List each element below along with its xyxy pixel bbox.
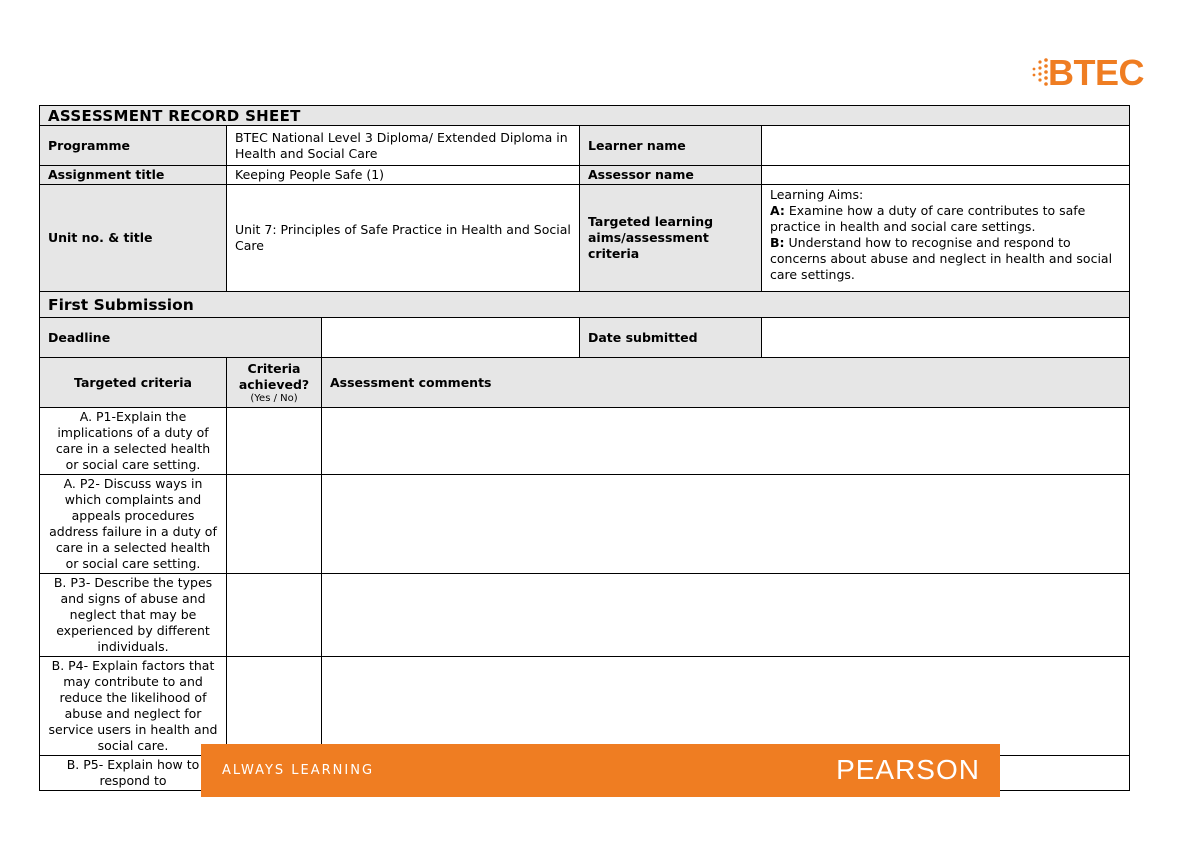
- table-row: [40, 657, 1130, 756]
- criteria-text: A. P2- Discuss ways in which complaints and appeals procedures address failure in a duty of care in a selected health or social care setting.: [40, 475, 227, 574]
- first-submission-heading: First Submission: [40, 292, 1130, 318]
- assessment-comments-field[interactable]: [322, 574, 1130, 657]
- learner-name-label: Learner name: [580, 126, 762, 166]
- aim-a-text: Examine how a duty of care contributes to safe practice in health and social care settings.: [770, 203, 1086, 234]
- deadline-field[interactable]: [322, 318, 580, 358]
- criteria-achieved-field[interactable]: [227, 574, 322, 657]
- pearson-footer-banner: [201, 744, 1000, 797]
- assessment-comments-field[interactable]: [322, 657, 1130, 756]
- deadline-label: Deadline: [40, 318, 322, 358]
- assessment-comments-field[interactable]: [322, 408, 1130, 475]
- table-row: [40, 408, 1130, 475]
- col-criteria-achieved: [227, 358, 322, 408]
- assessor-name-label: Assessor name: [580, 166, 762, 185]
- col-targeted-criteria: Targeted criteria: [40, 358, 227, 408]
- aim-a-key: A:: [770, 203, 785, 218]
- learning-aims-cell: [762, 185, 1130, 292]
- footer-tagline: ALWAYS LEARNING: [222, 763, 375, 778]
- targeted-learning-label: Targeted learning aims/assessment criteria: [580, 185, 762, 292]
- assessment-comments-field[interactable]: [322, 475, 1130, 574]
- learner-name-field[interactable]: [762, 126, 1130, 166]
- btec-logo-text: BTEC: [1048, 52, 1144, 93]
- col-criteria-achieved-label: Criteria achieved?: [238, 360, 310, 392]
- unit-label: Unit no. & title: [40, 185, 227, 292]
- programme-value[interactable]: BTEC National Level 3 Diploma/ Extended Diploma in Health and Social Care: [227, 126, 580, 166]
- unit-value[interactable]: Unit 7: Principles of Safe Practice in Health and Social Care: [227, 185, 580, 292]
- aim-b-text: Understand how to recognise and respond to concerns about abuse and neglect in health and social care settings.: [770, 235, 1113, 282]
- programme-label: Programme: [40, 126, 227, 166]
- assignment-title-value[interactable]: Keeping People Safe (1): [227, 166, 580, 185]
- col-criteria-achieved-hint: (Yes / No): [250, 392, 298, 404]
- criteria-text: B. P5- Explain how to respond to: [40, 756, 227, 791]
- btec-dots-icon: [1028, 56, 1050, 88]
- aim-b-key: B:: [770, 235, 785, 250]
- date-submitted-label: Date submitted: [580, 318, 762, 358]
- btec-logo: [1028, 52, 1152, 94]
- col-assessment-comments: Assessment comments: [322, 358, 1130, 408]
- footer-company: PEARSON: [836, 754, 980, 785]
- criteria-achieved-field[interactable]: [227, 657, 322, 756]
- criteria-text: A. P1-Explain the implications of a duty of care in a selected health or social care setting.: [40, 408, 227, 475]
- table-row: [40, 475, 1130, 574]
- criteria-text: B. P4- Explain factors that may contribute to and reduce the likelihood of abuse and neglect for service users in health and social care.: [40, 657, 227, 756]
- criteria-text: B. P3- Describe the types and signs of abuse and neglect that may be experienced by different individuals.: [40, 574, 227, 657]
- criteria-achieved-field[interactable]: [227, 408, 322, 475]
- learning-aims-heading: Learning Aims:: [770, 187, 864, 202]
- date-submitted-field[interactable]: [762, 318, 1130, 358]
- assessor-name-field[interactable]: [762, 166, 1130, 185]
- assessment-record-table: [39, 105, 1130, 791]
- sheet-title: ASSESSMENT RECORD SHEET: [40, 106, 1130, 126]
- assignment-title-label: Assignment title: [40, 166, 227, 185]
- table-row: [40, 574, 1130, 657]
- criteria-achieved-field[interactable]: [227, 475, 322, 574]
